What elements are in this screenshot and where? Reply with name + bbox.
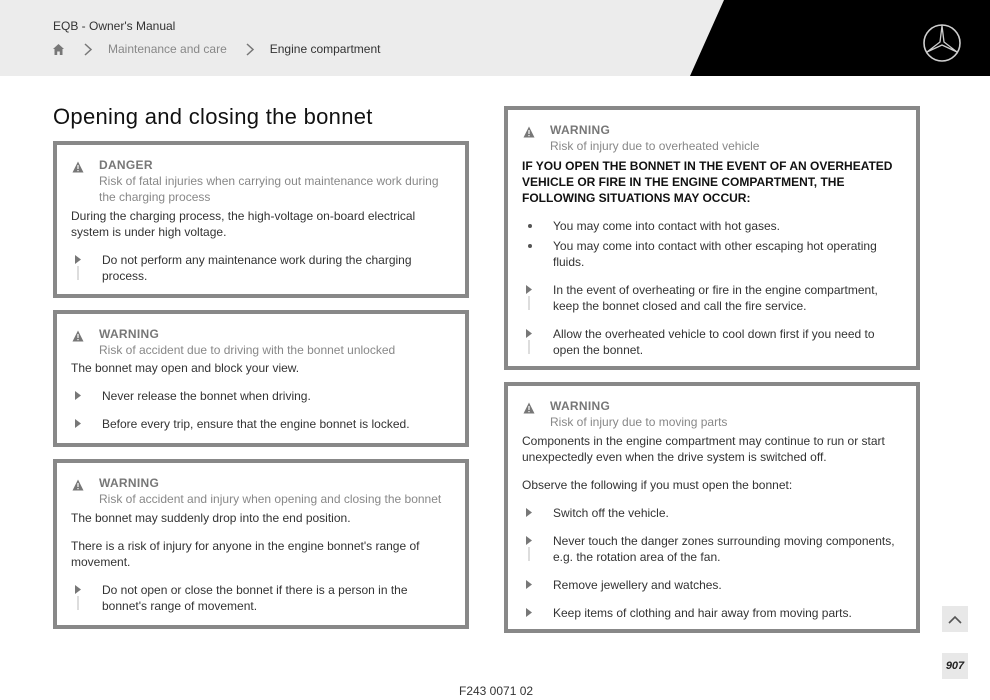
risk-text: Risk of injury due to overheated vehicle: [550, 139, 760, 153]
play-bullet-icon: [526, 536, 532, 545]
breadcrumb: [52, 42, 380, 56]
severity-label: WARNING: [550, 123, 611, 137]
chevron-up-icon: [948, 615, 962, 624]
warning-box-opening: [53, 459, 469, 629]
app-title: EQB - Owner's Manual: [53, 19, 176, 33]
action-item: [522, 282, 902, 314]
warning-box-unlocked: [53, 310, 469, 447]
action-item: [522, 326, 902, 358]
action-text: Switch off the vehicle.: [553, 506, 669, 520]
risk-text: Risk of injury due to moving parts: [550, 415, 728, 429]
mercedes-star-icon[interactable]: [922, 23, 962, 63]
action-item: [522, 605, 902, 621]
play-bullet-icon: [526, 608, 532, 617]
play-bullet-icon: [526, 329, 532, 338]
play-bullet-icon: [75, 391, 81, 400]
bullet-dot-icon: [528, 224, 532, 228]
page-number-button[interactable]: 907: [942, 653, 968, 679]
action-text: Do not open or close the bonnet if there is a person in the bonnet's range of movement.: [102, 583, 408, 613]
action-text: Remove jewellery and watches.: [553, 578, 722, 592]
risk-text: Risk of accident due to driving with the bonnet unlocked: [99, 343, 396, 357]
chevron-right-icon: [83, 43, 93, 56]
bullet-dot-icon: [528, 244, 532, 248]
action-text: Before every trip, ensure that the engine bonnet is locked.: [102, 417, 410, 431]
action-item: [71, 582, 451, 614]
severity-label: DANGER: [99, 158, 153, 172]
danger-box: [53, 141, 469, 298]
info-paragraph: During the charging process, the high-voltage on-board electrical system is under high voltage.: [71, 209, 416, 239]
warning-triangle-icon: [72, 161, 84, 173]
action-text: Never touch the danger zones surrounding moving components, e.g. the rotation area of the fan.: [553, 534, 895, 564]
warning-triangle-icon: [72, 479, 84, 491]
info-paragraph: There is a risk of injury for anyone in the engine bonnet's range of movement.: [71, 539, 420, 569]
play-bullet-icon: [526, 508, 532, 517]
chevron-right-icon: [245, 43, 255, 56]
action-item: [71, 388, 451, 404]
warning-triangle-icon: [72, 330, 84, 342]
home-icon[interactable]: [52, 43, 65, 56]
hazard-item: [522, 238, 902, 270]
action-item: [71, 416, 451, 432]
warning-triangle-icon: [523, 402, 535, 414]
breadcrumb-link-maintenance[interactable]: Maintenance and care: [108, 42, 227, 56]
warning-box-overheated: [504, 106, 920, 370]
action-item: [522, 533, 902, 565]
severity-label: WARNING: [550, 399, 611, 413]
warning-triangle-icon: [523, 126, 535, 138]
hazard-statement: IF YOU OPEN THE BONNET IN THE EVENT OF AN OVERHEATED VEHICLE OR FIRE IN THE ENGINE COMPARTMENT, THE FOLLOWING SITUATIONS MAY OCCUR:: [522, 159, 893, 205]
hazard-text: You may come into contact with other escaping hot operating fluids.: [553, 239, 877, 269]
figure-code: F243 0071 02: [459, 684, 534, 698]
info-paragraph: Components in the engine compartment may continue to run or start unexpectedly even when the drive system is switched off.: [522, 434, 885, 464]
hazard-item: [522, 218, 902, 234]
warning-box-moving-parts: [504, 382, 920, 633]
action-item: [522, 505, 902, 521]
action-text: Keep items of clothing and hair away from moving parts.: [553, 606, 852, 620]
risk-text: Risk of fatal injuries when carrying out maintenance work during the charging process: [99, 174, 439, 204]
action-text: Never release the bonnet when driving.: [102, 389, 311, 403]
info-paragraph: The bonnet may open and block your view.: [71, 361, 300, 375]
action-text: In the event of overheating or fire in the engine compartment, keep the bonnet closed and call the fire service.: [553, 283, 878, 313]
play-bullet-icon: [75, 255, 81, 264]
action-item: [71, 252, 451, 284]
play-bullet-icon: [75, 419, 81, 428]
action-item: [522, 577, 902, 593]
action-text: Allow the overheated vehicle to cool down first if you need to open the bonnet.: [553, 327, 875, 357]
info-paragraph: The bonnet may suddenly drop into the end position.: [71, 511, 351, 525]
risk-text: Risk of accident and injury when opening and closing the bonnet: [99, 492, 442, 506]
severity-label: WARNING: [99, 476, 160, 490]
hazard-text: You may come into contact with hot gases.: [553, 219, 781, 233]
play-bullet-icon: [75, 585, 81, 594]
severity-label: WARNING: [99, 327, 160, 341]
play-bullet-icon: [526, 285, 532, 294]
action-text: Do not perform any maintenance work during the charging process.: [102, 253, 412, 283]
play-bullet-icon: [526, 580, 532, 589]
page-title: Opening and closing the bonnet: [53, 104, 373, 129]
info-paragraph: Observe the following if you must open the bonnet:: [522, 478, 793, 492]
breadcrumb-current: Engine compartment: [269, 42, 381, 56]
scroll-to-top-button[interactable]: [942, 606, 968, 632]
